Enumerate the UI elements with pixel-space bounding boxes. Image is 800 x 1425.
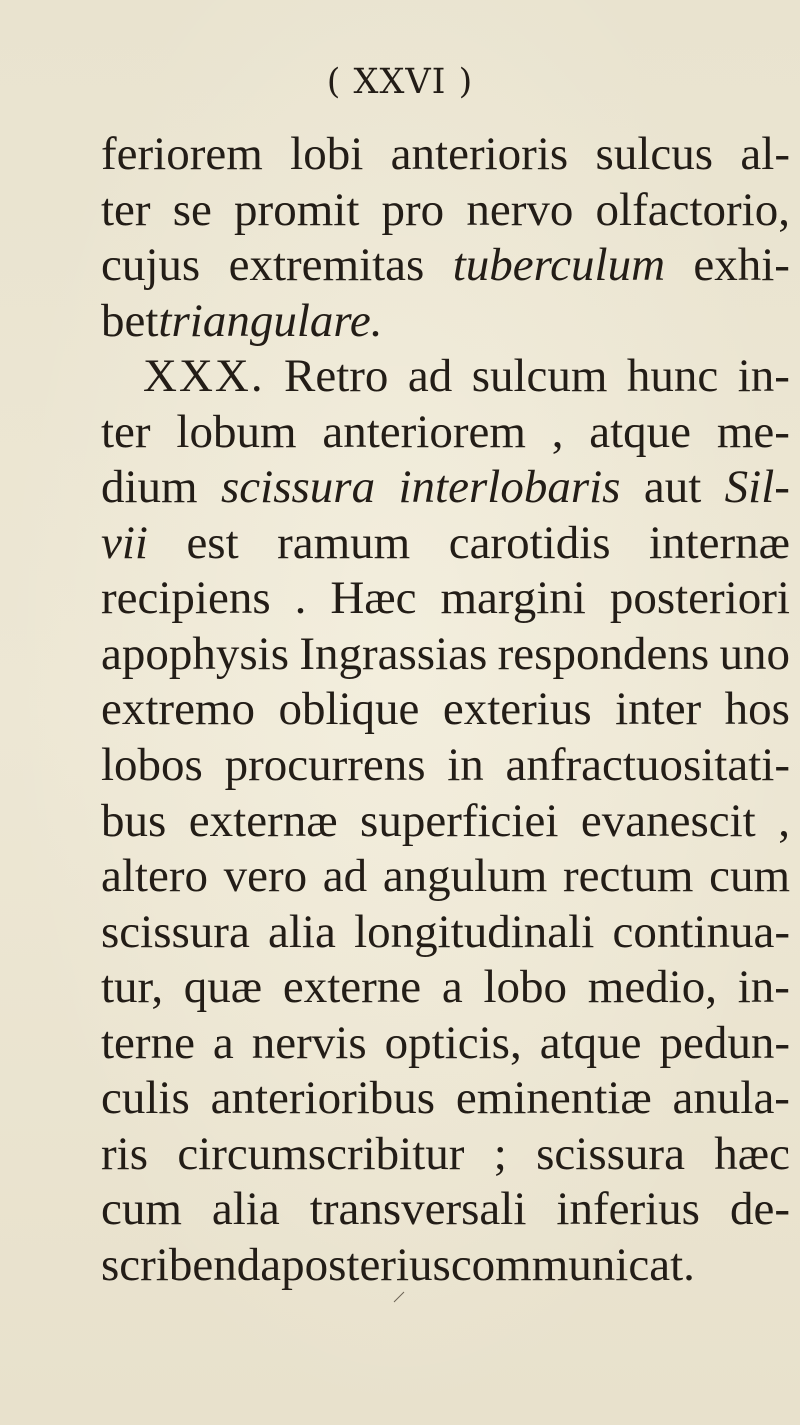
word: terne bbox=[101, 1016, 195, 1069]
word: ter bbox=[101, 183, 151, 236]
word: , bbox=[778, 794, 790, 847]
text-line bbox=[101, 1016, 790, 1072]
word: exhi- bbox=[693, 239, 790, 292]
word: procurrens bbox=[224, 739, 426, 792]
word: tuberculum bbox=[452, 239, 666, 292]
word: inferius bbox=[556, 1183, 700, 1236]
word: angulum bbox=[382, 850, 548, 903]
word: respondens bbox=[497, 627, 710, 680]
text-line bbox=[101, 183, 790, 239]
word: uno bbox=[719, 627, 790, 680]
word: apophysis bbox=[101, 627, 289, 680]
word: posterius bbox=[281, 1238, 451, 1291]
word: cum bbox=[101, 1183, 182, 1236]
word: alia bbox=[211, 1183, 280, 1236]
text-line bbox=[101, 294, 790, 350]
word: externæ bbox=[188, 794, 338, 847]
text-line bbox=[101, 349, 790, 405]
word: hunc bbox=[626, 350, 719, 403]
word: sulcus bbox=[595, 128, 714, 180]
text-line bbox=[101, 571, 790, 627]
word: ter bbox=[101, 405, 151, 458]
word: quæ bbox=[183, 961, 263, 1014]
word: in bbox=[447, 739, 484, 792]
word: extremo bbox=[101, 683, 255, 736]
word: ramum bbox=[277, 516, 411, 569]
body-text bbox=[101, 127, 800, 1293]
word: a bbox=[212, 1016, 234, 1069]
word: longitudinali bbox=[354, 905, 595, 958]
word: Hæc bbox=[330, 572, 417, 625]
word: interlobaris bbox=[398, 461, 621, 514]
word: nervis bbox=[251, 1016, 367, 1069]
word: anteriorem bbox=[322, 405, 526, 458]
word: Retro bbox=[284, 350, 389, 403]
word: scissura bbox=[101, 905, 250, 958]
word: in- bbox=[737, 961, 790, 1014]
word: lobo bbox=[483, 961, 568, 1014]
word: posteriori bbox=[609, 572, 790, 625]
word: a bbox=[441, 961, 463, 1014]
word: bet bbox=[101, 294, 159, 347]
word: oblique bbox=[278, 683, 420, 736]
word: inter bbox=[615, 683, 702, 736]
word: ad bbox=[322, 850, 368, 903]
word: atque bbox=[539, 1016, 642, 1069]
word: anterioribus bbox=[210, 1072, 436, 1125]
text-line bbox=[101, 960, 790, 1016]
word: medio, bbox=[587, 961, 717, 1014]
word: pro bbox=[381, 183, 445, 236]
word: scissura bbox=[536, 1127, 685, 1180]
ink-mark bbox=[392, 1290, 406, 1304]
word: olfactorio, bbox=[595, 183, 790, 236]
word: scribenda bbox=[101, 1238, 282, 1291]
word: circumscribitur bbox=[177, 1127, 465, 1180]
word: exterius bbox=[442, 683, 592, 736]
word: margini bbox=[440, 572, 586, 625]
word: hæc bbox=[714, 1127, 790, 1180]
word: communicat bbox=[450, 1238, 684, 1291]
text-line bbox=[101, 516, 790, 572]
word: cum bbox=[709, 850, 790, 903]
word: transversali bbox=[309, 1183, 527, 1236]
word: atque bbox=[589, 405, 692, 458]
word: , bbox=[551, 405, 564, 458]
word: . bbox=[683, 1238, 695, 1291]
word: tur, bbox=[101, 961, 164, 1014]
word: cujus bbox=[101, 239, 201, 292]
word: dium bbox=[101, 461, 198, 514]
word: anterioris bbox=[390, 128, 569, 180]
page-header: ( XXVI ) bbox=[326, 62, 474, 102]
word: externe bbox=[282, 961, 422, 1014]
word: carotidis bbox=[448, 516, 611, 569]
text-line bbox=[101, 1238, 790, 1294]
text-line bbox=[101, 238, 790, 294]
word: pedun- bbox=[659, 1016, 790, 1069]
word: rectum bbox=[562, 850, 694, 903]
text-line bbox=[101, 405, 790, 461]
text-line bbox=[101, 738, 790, 794]
word: lobos bbox=[101, 739, 203, 792]
word: al- bbox=[740, 128, 790, 180]
word: XXX. bbox=[143, 350, 265, 403]
text-line bbox=[101, 1182, 790, 1238]
word: triangulare. bbox=[158, 294, 383, 347]
text-line bbox=[101, 682, 790, 738]
word: lobi bbox=[290, 128, 364, 180]
word: est bbox=[186, 516, 239, 569]
word: ris bbox=[101, 1127, 148, 1180]
word: in- bbox=[737, 350, 790, 403]
word: se bbox=[172, 183, 212, 236]
word: feriorem bbox=[101, 128, 263, 180]
word: ; bbox=[493, 1127, 507, 1180]
word: continua- bbox=[612, 905, 790, 958]
word: Sil- bbox=[724, 461, 790, 514]
word: recipiens bbox=[101, 572, 271, 625]
word: bus bbox=[101, 794, 167, 847]
word: evanescit bbox=[580, 794, 756, 847]
text-line bbox=[101, 905, 790, 961]
word: . bbox=[294, 572, 307, 625]
word: sulcum bbox=[471, 350, 608, 403]
word: nervo bbox=[466, 183, 574, 236]
word: vero bbox=[223, 850, 308, 903]
word: superficiei bbox=[360, 794, 559, 847]
word: opticis, bbox=[384, 1016, 522, 1069]
word: eminentiæ bbox=[455, 1072, 652, 1125]
word: vii bbox=[101, 516, 148, 569]
word: lobum bbox=[176, 405, 297, 458]
word: anfractuositati- bbox=[505, 739, 790, 792]
word: extremitas bbox=[228, 239, 425, 292]
word: anula- bbox=[672, 1072, 790, 1125]
word: scissura bbox=[221, 461, 376, 514]
text-line bbox=[101, 127, 790, 183]
word: ad bbox=[407, 350, 453, 403]
word: aut bbox=[643, 461, 702, 514]
text-line bbox=[101, 627, 790, 683]
text-line bbox=[101, 1071, 790, 1127]
word: hos bbox=[724, 683, 790, 736]
text-line bbox=[101, 1127, 790, 1183]
text-line bbox=[101, 460, 790, 516]
text-line bbox=[101, 849, 790, 905]
word: promit bbox=[234, 183, 360, 236]
word: me- bbox=[716, 405, 790, 458]
word: culis bbox=[101, 1072, 190, 1125]
word: de- bbox=[729, 1183, 790, 1236]
word: altero bbox=[101, 850, 208, 903]
word: alia bbox=[268, 905, 336, 958]
word: internæ bbox=[649, 516, 790, 569]
text-line bbox=[101, 794, 790, 850]
word: Ingrassias bbox=[299, 627, 488, 680]
